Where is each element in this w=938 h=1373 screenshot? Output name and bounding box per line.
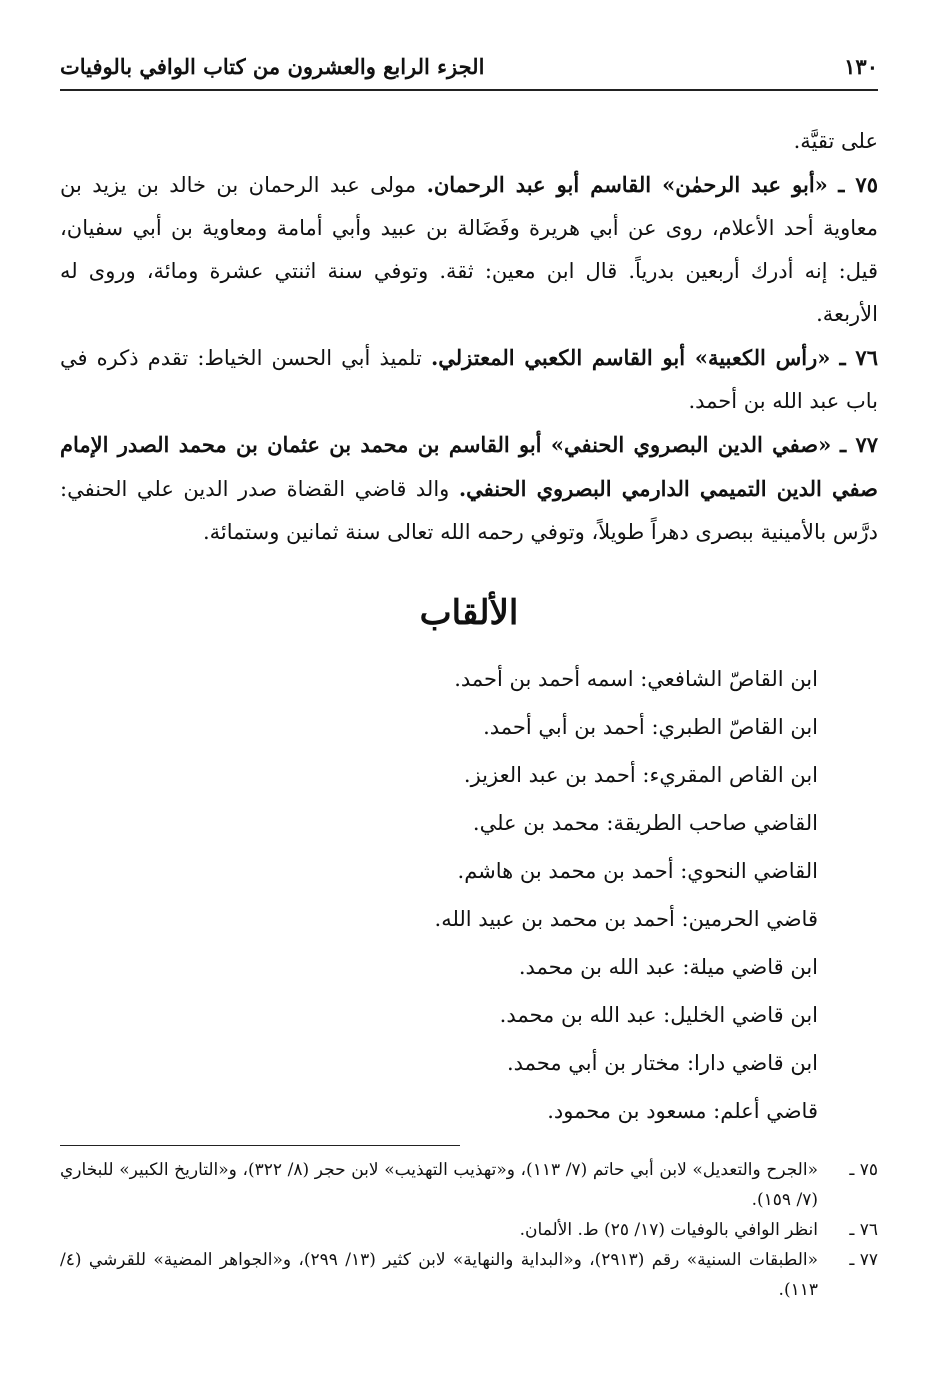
entry-76 [60,336,878,423]
list-item: قاضي الحرمين: أحمد بن محمد بن عبيد الله. [434,907,818,931]
intro-line: على تقيَّة. [793,129,878,153]
entry-77 [60,423,878,554]
list-item: قاضي أعلم: مسعود بن محمود. [547,1099,818,1123]
titles-list [120,655,818,1135]
footnote-text: «الجرح والتعديل» لابن أبي حاتم (٧/ ١١٣)، و«تهذيب التهذيب» لابن حجر (٨/ ٣٢٢)، و«التاريخ الكبير» للبخاري (٧/ ١٥٩). [60,1160,818,1210]
footnotes [60,1155,878,1305]
list-item: ابن قاضي الخليل: عبد الله بن محمد. [499,1003,818,1027]
entry-text: تلميذ أبي الحسن الخياط: تقدم ذكره في باب عبد الله بن أحمد. [60,346,878,413]
entry-75 [60,163,878,336]
list-item: ابن القاصّ الطبري: أحمد بن أبي أحمد. [483,715,818,739]
footnote-number: ٧٦ ـ [849,1220,878,1240]
footnote [60,1215,878,1245]
entry-name: «صفي الدين البصروي الحنفي» أبو القاسم بن محمد بن عثمان بن محمد الصدر الإمام صفي الدين التميمي الدارمي البصروي الحنفي. [60,432,878,501]
running-title: الجزء الرابع والعشرون من كتاب الوافي بالوفيات [60,53,485,79]
entry-name: «أبو عبد الرحمٰن» القاسم أبو عبد الرحمان. [426,172,828,197]
page-number: ١٣٠ [844,53,878,79]
page-header [60,46,878,86]
list-item: القاضي صاحب الطريقة: محمد بن علي. [472,811,818,835]
entry-number: ٧٥ ـ [838,172,878,197]
footnote-text: «الطبقات السنية» رقم (٢٩١٣)، و«البداية والنهاية» لابن كثير (١٣/ ٢٩٩)، و«الجواهر المضية» للقرشي (٤/ ١١٣). [60,1250,819,1300]
footnote [60,1155,878,1215]
entry-number: ٧٧ ـ [839,432,878,457]
list-item: ابن القاص المقريء: أحمد بن عبد العزيز. [463,763,818,787]
list-item: ابن قاضي ميلة: عبد الله بن محمد. [518,955,818,979]
footnote-number: ٧٧ ـ [849,1250,878,1270]
footnote-divider [60,1145,460,1146]
footnote-number: ٧٥ ـ [849,1160,878,1180]
section-title: الألقاب [419,593,519,633]
list-item: ابن قاضي دارا: مختار بن أبي محمد. [506,1051,818,1075]
list-item: القاضي النحوي: أحمد بن محمد بن هاشم. [457,859,818,883]
entry-number: ٧٦ ـ [839,345,878,370]
entry-text: مولى عبد الرحمان بن خالد بن يزيد بن معاوية أحد الأعلام، روى عن أبي هريرة وفَضَالة بن عبيد وأبي أمامة ومعاوية بن أبي سفيان، قيل: إنه أدرك أربعين بدرياً. قال ابن معين: ثقة. وتوفي سنة اثنتي عشرة ومائة، وروى له الأربعة. [60,173,878,326]
entry-name: «رأس الكعبية» أبو القاسم الكعبي المعتزلي. [430,345,831,370]
main-text [60,120,878,554]
entry-text: والد قاضي القضاة صدر الدين علي الحنفي: درَّس بالأمينية ببصرى دهراً طويلاً، وتوفي رحمه الله تعالى سنة ثمانين وستمائة. [60,477,878,544]
footnote [60,1245,878,1305]
list-item: ابن القاصّ الشافعي: اسمه أحمد بن أحمد. [454,667,818,691]
header-divider [60,89,878,91]
footnote-text: انظر الوافي بالوفيات (١٧/ ٢٥) ط. الألمان. [519,1220,818,1240]
